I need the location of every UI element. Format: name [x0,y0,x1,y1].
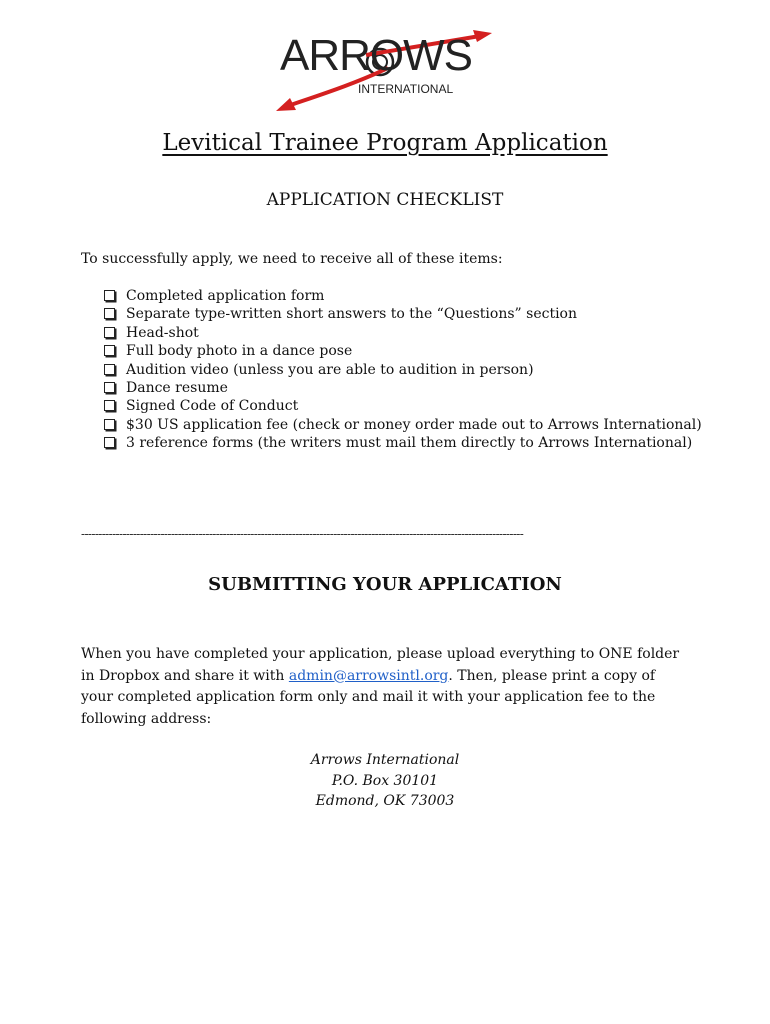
submit-instructions [81,644,686,730]
checklist-item [104,342,702,360]
checkbox-icon [104,400,115,411]
email-link[interactable]: admin@arrowsintl.org [288,667,449,684]
page-title: Levitical Trainee Program Application [162,130,608,156]
checkbox-icon [104,345,115,356]
checklist-item [104,416,702,434]
checkbox-icon [104,327,115,338]
checklist-item-label: Full body photo in a dance pose [126,343,353,360]
lower-arrow-fletch [276,98,296,111]
checklist-item [104,287,702,305]
address-line: Arrows International [310,752,460,768]
submit-text-after: . Then, please print a copy of your completed application form only and mail it with your application fee to the following address: [81,667,656,727]
application-checklist [104,287,702,453]
section-divider: -------------------------------------------------------------------------------------------------------------------------------- [81,527,524,541]
checklist-heading: APPLICATION CHECKLIST [266,190,504,210]
upper-arrow-head [473,30,492,42]
checkbox-icon [104,437,115,448]
checklist-item-label: Audition video (unless you are able to audition in person) [126,361,534,378]
checkbox-icon [104,308,115,319]
checklist-item-label: Completed application form [126,288,325,304]
submitting-heading: SUBMITTING YOUR APPLICATION [208,574,562,595]
checklist-item-label: $30 US application fee (check or money order made out to Arrows International) [126,416,702,433]
checklist-item [104,324,702,342]
checklist-item-label: 3 reference forms (the writers must mail them directly to Arrows International) [126,435,693,452]
checklist-item-label: Separate type-written short answers to the “Questions” section [126,306,578,323]
checkbox-icon [104,364,115,375]
checklist-item [104,361,702,379]
address-line: Edmond, OK 73003 [315,793,455,809]
logo-name: ARROWS [280,31,472,80]
submit-text-before: When you have completed your application, please upload everything to ONE folder in Dropbox and share it with [81,646,680,684]
checklist-item [104,305,702,323]
checklist-item-label: Head-shot [126,324,199,341]
mailing-address [0,750,770,812]
logo-subtitle: INTERNATIONAL [358,82,454,96]
checklist-item-label: Signed Code of Conduct [126,398,299,415]
checklist-item [104,434,702,452]
checkbox-icon [104,382,115,393]
checkbox-icon [104,290,115,301]
checklist-item [104,397,702,415]
intro-text: To successfully apply, we need to receive all of these items: [81,251,503,267]
address-line: P.O. Box 30101 [331,772,439,789]
checklist-item-label: Dance resume [126,379,228,396]
checklist-item [104,379,702,397]
checkbox-icon [104,419,115,430]
arrows-international-logo [270,28,500,114]
